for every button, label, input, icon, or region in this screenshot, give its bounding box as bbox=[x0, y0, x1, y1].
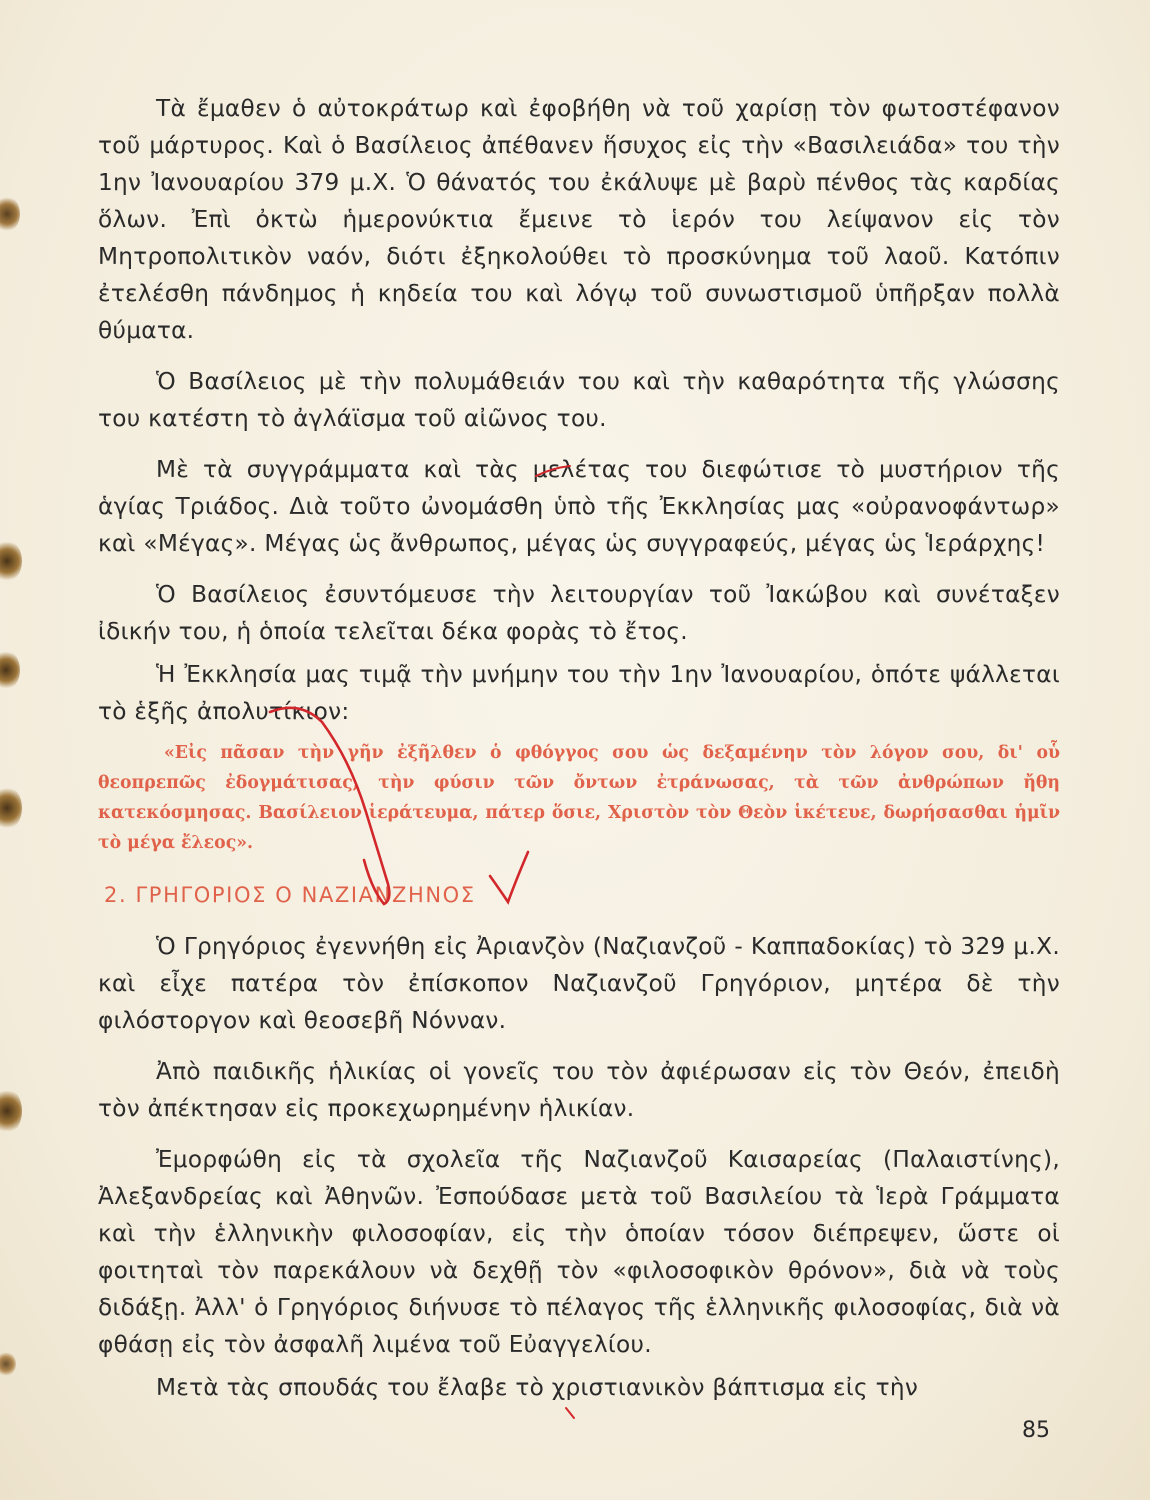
apolytikion-hymn: «Εἰς πᾶσαν τὴν γῆν ἐξῆλθεν ὁ φθόγγος σου ὡς δεξαμένην τὸν λόγον σου, δι' οὗ θεοπρεπῶς ἐδογμάτισας, τὴν φύσιν τῶν ὄντων ἐτράνωσας, τὰ τῶν ἀνθρώπων ἤθη κατεκόσμησας. Βασίλειον ἱεράτευμα, πάτερ ὅσιε, Χριστὸν τὸν Θεὸν ἱκέτευε, δωρήσασθαι ἡμῖν τὸ μέγα ἔλεος». bbox=[98, 743, 1060, 853]
paragraph: Μὲ τὰ συγγράμματα καὶ τὰς μελέτας του διεφώτισε τὸ μυστήριον τῆς ἁγίας Τριάδος. Διὰ τοῦτο ὠνομάσθη ὑπὸ τῆς Ἐκκλησίας μας «οὐρανοφάντωρ» καὶ «Μέγας». Μέγας ὡς ἄνθρωπος, μέγας ὡς συγγραφεύς, μέγας ὡς Ἱεράρχης! bbox=[98, 456, 1060, 557]
paragraph: Ἡ Ἐκκλησία μας τιμᾷ τὴν μνήμην του τὴν 1ην Ἰανουαρίου, ὁπότε ψάλλεται τὸ ἑξῆς ἀπολυτίκιον: bbox=[98, 661, 1060, 725]
pen-stroke bbox=[490, 852, 528, 902]
paragraph: Ἀπὸ παιδικῆς ἡλικίας οἱ γονεῖς του τὸν ἀφιέρωσαν εἰς τὸν Θεόν, ἐπειδὴ τὸν ἀπέκτησαν εἰς προκεχωρημένην ἡλικίαν. bbox=[98, 1058, 1060, 1122]
paragraph: Ὁ Βασίλειος ἐσυντόμευσε τὴν λειτουργίαν τοῦ Ἰακώβου καὶ συνέταξεν ἰδικήν του, ἡ ὁποία τελεῖται δέκα φορὰς τὸ ἔτος. bbox=[98, 581, 1060, 645]
paragraph: Τὰ ἔμαθεν ὁ αὐτοκράτωρ καὶ ἐφοβήθη νὰ τοῦ χαρίσῃ τὸν φωτοστέφανον τοῦ μάρτυρος. Καὶ ὁ Βασίλειος ἀπέθανεν ἥσυχος εἰς τὴν «Βασιλειάδα» του τὴν 1ην Ἰανουαρίου 379 μ.Χ. Ὁ θάνατός του ἐκάλυψε μὲ βαρὺ πένθος τὰς καρδίας ὅλων. Ἐπὶ ὀκτὼ ἡμερονύκτια ἔμεινε τὸ ἱερόν του λείψανον εἰς τὸν Μητροπολιτικὸν ναόν, διότι ἐξηκολούθει τὸ προσκύνημα τοῦ λαοῦ. Κατόπιν ἐτελέσθη πάνδημος ἡ κηδεία του καὶ λόγῳ τοῦ συνωστισμοῦ ὑπῆρξαν πολλὰ θύματα. bbox=[98, 95, 1060, 344]
paragraph: Ὁ Γρηγόριος ἐγεννήθη εἰς Ἀριανζὸν (Ναζιανζοῦ - Καππαδοκίας) τὸ 329 μ.Χ. καὶ εἶχε πατέρα τὸν ἐπίσκοπον Ναζιανζοῦ Γρηγόριον, μητέρα δὲ τὴν φιλόστοργον καὶ θεοσεβῆ Νόνναν. bbox=[98, 933, 1060, 1034]
paragraph: Ἐμορφώθη εἰς τὰ σχολεῖα τῆς Ναζιανζοῦ Καισαρείας (Παλαιστίνης), Ἀλεξανδρείας καὶ Ἀθηνῶν. Ἐσπούδασε μετὰ τοῦ Βασιλείου τὰ Ἱερὰ Γράμματα καὶ τὴν ἑλληνικὴν φιλοσοφίαν, εἰς τὴν ὁποίαν τόσον διέπρεψεν, ὥστε οἱ φοιτηταὶ τὸν παρεκάλουν νὰ δεχθῇ τὸν «φιλοσοφικὸν θρόνον», διὰ νὰ τοὺς διδάξῃ. Ἀλλ' ὁ Γρηγόριος διήνυσε τὸ πέλαγος τῆς ἑλληνικῆς φιλοσοφίας, διὰ νὰ φθάσῃ εἰς τὸν ἀσφαλῆ λιμένα τοῦ Εὐαγγελίου. bbox=[98, 1146, 1060, 1358]
pen-stroke bbox=[566, 1408, 574, 1418]
pen-stroke bbox=[270, 708, 389, 904]
pen-stroke bbox=[536, 466, 570, 476]
paragraph: Ὁ Βασίλειος μὲ τὴν πολυμάθειάν του καὶ τὴν καθαρότητα τῆς γλώσσης του κατέστη τὸ ἀγλάϊσμα τοῦ αἰῶνος του. bbox=[98, 368, 1060, 432]
paragraph: Μετὰ τὰς σπουδάς του ἔλαβε τὸ χριστιανικὸν βάπτισμα εἰς τὴν bbox=[156, 1374, 919, 1401]
section-heading: 2. ΓΡΗΓΟΡΙΟΣ Ο ΝΑΖΙΑΝΖΗΝΟΣ bbox=[104, 883, 476, 907]
page-number: 85 bbox=[1022, 1418, 1050, 1443]
